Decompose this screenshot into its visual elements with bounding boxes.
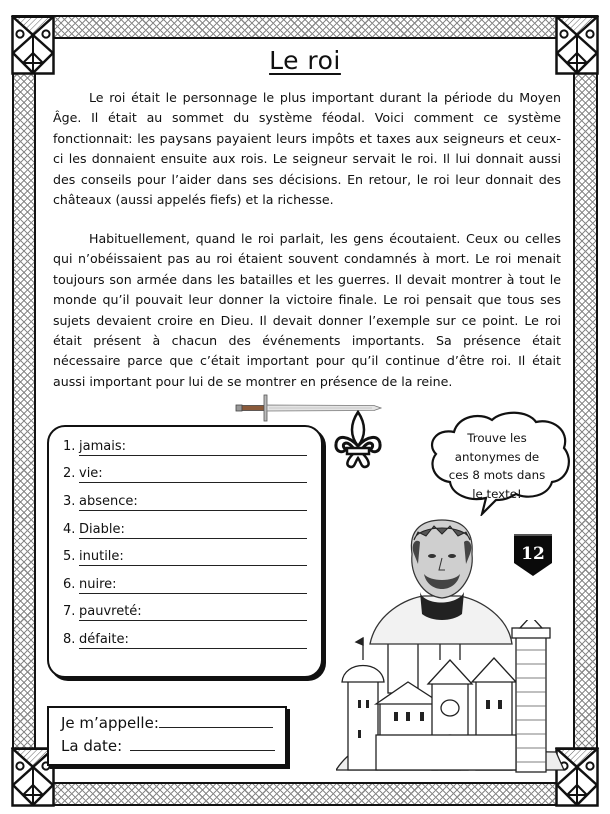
badge-number: 12 [521,544,545,564]
item-word: nuire: [79,577,117,592]
answer-line[interactable] [79,648,307,649]
answer-line[interactable] [79,565,307,566]
answer-line[interactable] [79,510,307,511]
date-line[interactable] [130,749,275,751]
date-label: La date: [61,737,123,755]
paragraph-2 [53,229,561,392]
exercise-item[interactable] [63,490,307,512]
item-word: inutile: [79,549,124,564]
answer-line[interactable] [79,455,307,456]
fleur-de-lis-icon [333,410,383,470]
exercise-item[interactable] [63,573,307,595]
item-number: 8. [63,632,76,647]
speech-bubble-text [442,429,552,503]
exercise-item[interactable] [63,518,307,540]
item-word: jamais: [79,439,126,454]
item-word: défaite: [79,632,129,647]
item-number: 7. [63,604,76,619]
name-field[interactable] [61,714,273,732]
item-word: absence: [79,494,138,509]
item-number: 2. [63,466,76,481]
bubble-line: antonymes de [454,449,540,464]
frame-bottom [12,782,598,806]
item-word: pauvreté: [79,604,142,619]
paragraph-1 [53,88,561,210]
paragraph-1-text: Le roi était le personnage le plus important durant la période du Moyen Âge. Il était au sommet du système féodal. Voici comment ce système fonctionnait: les paysans payaient leurs impôts et taxes aux seigneurs et ceux-ci les donnaient ensuite aux rois. Le seigneur servait le roi. Il lui donnait aussi des conseils pour l’aider dans ses décisions. En retour, le roi leur donnait des châteaux (aussi appelés fiefs) et la richesse. [53,90,561,208]
item-word: Diable: [79,522,125,537]
exercise-item[interactable] [63,545,307,567]
bubble-line: le texte! [472,486,522,501]
frame-top [12,15,598,39]
frame-left [12,15,36,806]
exercise-item[interactable] [63,435,307,457]
student-info-box [47,706,287,766]
answer-line[interactable] [79,593,307,594]
exercise-item[interactable] [63,600,307,622]
item-number: 4. [63,522,76,537]
item-number: 3. [63,494,76,509]
exercise-box [47,425,323,678]
item-word: vie: [79,466,103,481]
frame-right [573,15,598,806]
page-title: Le roi [269,46,341,75]
item-number: 5. [63,549,76,564]
exercise-item[interactable] [63,462,307,484]
bubble-line: Trouve les [467,431,527,445]
answer-line[interactable] [79,538,307,539]
paragraph-2-text: Habituellement, quand le roi parlait, les gens écoutaient. Ceux ou celles qui n’obéissaient pas au roi étaient souvent condamnés à mort. Le roi menait toujours son armée dans les batailles et les guerres. Il devait montrer à tout le monde qu’il pouvait leur donner la victoire finale. Le roi pensait que tous ses sujets devaient croire en Dieu. Il devait donner l’exemple sur ce point. Le roi était présent à chacun des événements importants. Sa présence était nécessaire parce que c’était important pour qu’il continue d’être roi. Il était aussi important pour lui de se montrer en présence de la reine. [53,231,561,389]
name-line[interactable] [159,726,273,728]
answer-line[interactable] [79,482,307,483]
item-number: 6. [63,577,76,592]
answer-line[interactable] [79,620,307,621]
exercise-item[interactable] [63,628,307,650]
name-label: Je m’appelle: [61,714,159,732]
date-field[interactable] [61,737,275,755]
item-number: 1. [63,439,76,454]
king-portrait-icon [362,514,522,654]
bubble-line: ces 8 mots dans [448,468,546,482]
